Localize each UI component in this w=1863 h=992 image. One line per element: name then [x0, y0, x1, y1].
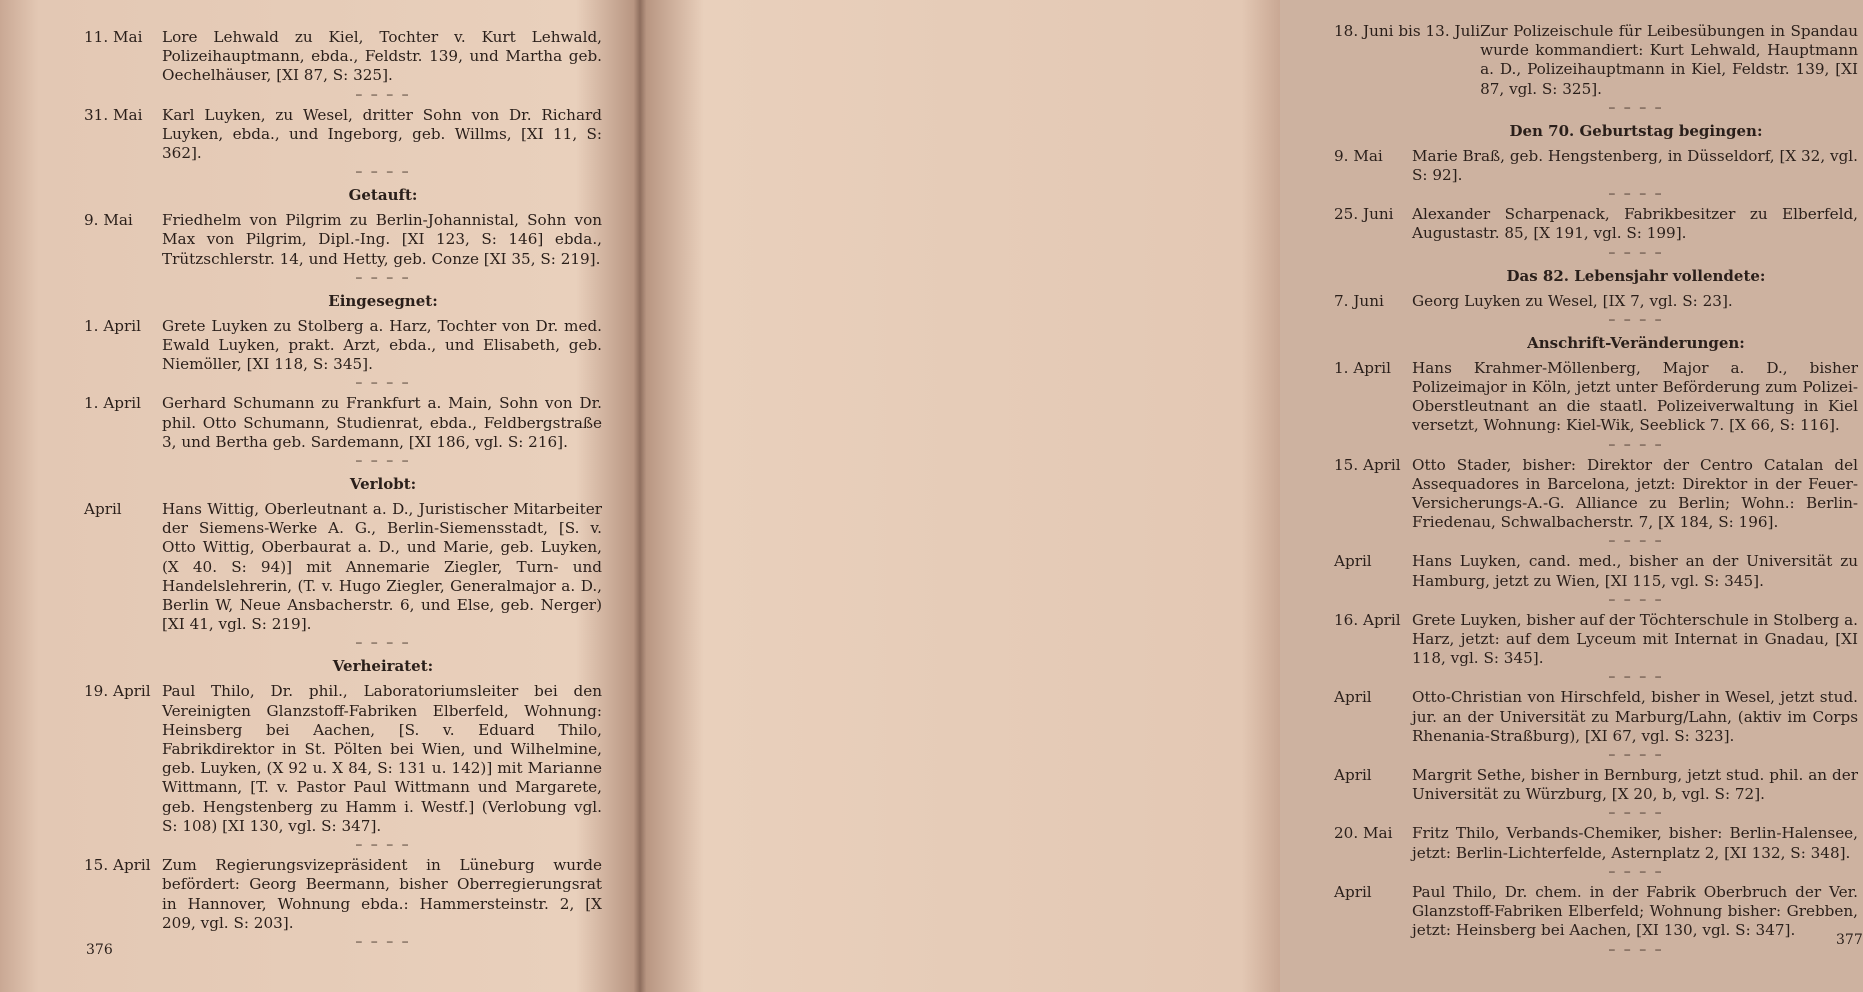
entry-date: April [1334, 688, 1372, 707]
entry-text: Alexander Scharpenack, Fabrikbesitzer zu Elberfeld, Augustastr. 85, [X 191, vgl. S: 199]. [1412, 205, 1858, 243]
separator: – – – – [1608, 99, 1664, 116]
entry-text: Paul Thilo, Dr. phil., Laboratoriumsleiter bei den Vereinigten Glanzstoff-Fabriken Elberfeld, Wohnung: Heinsberg bei Aachen, [S. v. Eduard Thilo, Fabrikdirektor in St. Pölten bei Wien, und Wilhelmine, geb. Luyken, (X 92 u. X 84, S: 131 u. 142)] mit Marianne Wittmann, [T. v. Pastor Paul Wittmann und Margarete, geb. Hengstenberg zu Hamm i. Westf.] (Verlobung vgl. S: 108) [XI 130, vgl. S: 347]. [162, 682, 602, 835]
entry-text: Zur Polizeischule für Leibesübungen in Spandau wurde kommandiert: Kurt Lehwald, Hauptmann a. D., Polizeihauptmann in Kiel, Feldstr. 139, [XI 87, vgl. S: 325]. [1480, 22, 1858, 98]
section-heading: Den 70. Geburtstag begingen: [1509, 121, 1763, 140]
entry [1334, 292, 1858, 311]
left-page [0, 0, 640, 992]
separator: – – – – [1608, 244, 1664, 261]
entry [84, 28, 602, 86]
entry [1334, 824, 1858, 862]
entry-date: 1. April [84, 394, 141, 413]
entry-date: 18. Juni bis 13. Juli [1334, 22, 1481, 40]
separator: – – – – [355, 164, 411, 181]
entry-date: 7. Juni [1334, 291, 1384, 310]
entry [1334, 688, 1858, 746]
separator: – – – – [1608, 186, 1664, 203]
entry-text: Hans Luyken, cand. med., bisher an der Universität zu Hamburg, jetzt zu Wien, [XI 115, vgl. S: 345]. [1412, 552, 1858, 590]
entry [84, 682, 602, 836]
entry-date: April [84, 500, 122, 519]
entry [84, 106, 602, 164]
separator: – – – – [1608, 311, 1664, 328]
entry-date: 11. Mai [84, 28, 143, 46]
entry [1334, 205, 1858, 243]
section-heading: Das 82. Lebensjahr vollendete: [1506, 266, 1766, 285]
entry [1334, 883, 1858, 941]
entry [1334, 22, 1858, 99]
separator: – – – – [355, 375, 411, 392]
separator: – – – – [355, 453, 411, 470]
entry [84, 394, 602, 452]
separator: – – – – [1608, 669, 1664, 686]
entry-text: Fritz Thilo, Verbands-Chemiker, bisher: Berlin-Halensee, jetzt: Berlin-Lichterfelde, Asternplatz 2, [XI 132, S: 348]. [1412, 824, 1858, 862]
entry [1334, 456, 1858, 533]
entry-text: Lore Lehwald zu Kiel, Tochter v. Kurt Lehwald, Polizeihauptmann, ebda., Feldstr. 139, und Martha geb. Oechelhäuser, [XI 87, S: 325]. [162, 28, 602, 85]
separator: – – – – [1608, 941, 1664, 958]
separator: – – – – [1608, 747, 1664, 764]
entry-date: 15. April [1334, 455, 1401, 474]
entry [1334, 611, 1858, 669]
entry [84, 211, 602, 269]
entry-date: 16. April [1334, 610, 1401, 629]
entry-date: April [1334, 766, 1372, 785]
separator: – – – – [1608, 436, 1664, 453]
entry-text: Grete Luyken, bisher auf der Töchterschule in Stolberg a. Harz, jetzt: auf dem Lyceum mit Internat in Gnadau, [XI 118, vgl. S: 345]. [1412, 610, 1858, 668]
entry [1334, 766, 1858, 804]
entry-text: Georg Luyken zu Wesel, [IX 7, vgl. S: 23]. [1412, 291, 1733, 310]
entry-date: 1. April [84, 316, 141, 335]
entry-text: Gerhard Schumann zu Frankfurt a. Main, Sohn von Dr. phil. Otto Schumann, Studienrat, ebda., Feldbergstraße 3, und Bertha geb. Sardemann, [XI 186, vgl. S: 216]. [162, 394, 602, 451]
entry-date: 1. April [1334, 358, 1391, 377]
entry-date: April [1334, 552, 1372, 571]
entry-date: 9. Mai [1334, 146, 1383, 165]
separator: – – – – [355, 269, 411, 286]
entry-date: April [1334, 882, 1372, 901]
entry-text: Hans Wittig, Oberleutnant a. D., Juristischer Mitarbeiter der Siemens-Werke A. G., Berlin-Siemensstadt, [S. v. Otto Wittig, Oberbaurat a. D., und Marie, geb. Luyken, (X 40. S: 94)] mit Annemarie Ziegler, Turn- und Handelslehrerin, (T. v. Hugo Ziegler, Generalmajor a. D., Berlin W, Neue Ansbacherstr. 6, und Else, geb. Nerger) [XI 41, vgl. S: 219]. [162, 500, 602, 634]
section-heading: Getauft: [348, 186, 418, 205]
entry [84, 317, 602, 375]
entry-text: Karl Luyken, zu Wesel, dritter Sohn von Dr. Richard Luyken, ebda., und Ingeborg, geb. Willms, [XI 11, S: 362]. [162, 105, 602, 163]
entry-text: Margrit Sethe, bisher in Bernburg, jetzt stud. phil. an der Universität zu Würzburg, [X 20, b, vgl. S: 72]. [1412, 766, 1858, 804]
entry-date: 9. Mai [84, 211, 133, 230]
right-page-entries [1334, 22, 1858, 961]
entry [84, 856, 602, 933]
entry [1334, 147, 1858, 185]
entry-date: 31. Mai [84, 105, 143, 124]
entry-date: 19. April [84, 682, 151, 701]
separator: – – – – [355, 933, 411, 950]
entry-text: Friedhelm von Pilgrim zu Berlin-Johannistal, Sohn von Max von Pilgrim, Dipl.-Ing. [XI 123, S: 146] ebda., Trützschlerstr. 14, und Hetty, geb. Conze [XI 35, S: 219]. [162, 211, 602, 268]
entry-date: 25. Juni [1334, 205, 1394, 224]
section-heading: Eingesegnet: [328, 291, 438, 310]
entry [84, 500, 602, 634]
left-page-entries [84, 28, 602, 953]
separator: – – – – [355, 635, 411, 652]
separator: – – – – [1608, 533, 1664, 550]
entry-text: Zum Regierungsvizepräsident in Lüneburg wurde befördert: Georg Beermann, bisher Oberregierungsrat in Hannover, Wohnung ebda.: Hammersteinstr. 2, [X 209, vgl. S: 203]. [162, 856, 602, 932]
entry-text: Grete Luyken zu Stolberg a. Harz, Tochter von Dr. med. Ewald Luyken, prakt. Arzt, ebda., und Elisabeth, geb. Niemöller, [XI 118, S: 345]. [162, 316, 602, 374]
page-number-right: 377 [1836, 932, 1863, 948]
entry-date: 20. Mai [1334, 824, 1393, 843]
separator: – – – – [1608, 863, 1664, 880]
section-heading: Verheiratet: [332, 657, 434, 676]
section-heading: Verlobt: [349, 475, 417, 494]
separator: – – – – [355, 837, 411, 854]
entry-text: Hans Krahmer-Möllenberg, Major a. D., bisher Polizeimajor in Köln, jetzt unter Beförderung zum Polizei-Oberstleutnant an die staatl. Polizeiverwaltung in Kiel versetzt, Wohnung: Kiel-Wik, Seeblick 7. [X 66, S: 116]. [1412, 358, 1858, 435]
entry-text: Otto Stader, bisher: Direktor der Centro Catalan del Assequadores in Barcelona, jetzt: Direktor in der Feuer-Versicherungs-A.-G. Alliance zu Berlin; Wohn.: Berlin-Friedenau, Schwalbacherstr. 7, [X 184, S: 196]. [1412, 455, 1858, 532]
section-heading: Anschrift-Veränderungen: [1527, 333, 1745, 352]
page-number-left: 376 [86, 942, 113, 958]
entry-text: Otto-Christian von Hirschfeld, bisher in Wesel, jetzt stud. jur. an der Universität zu Marburg/Lahn, (aktiv im Corps Rhenania-Straßburg), [XI 67, vgl. S: 323]. [1412, 688, 1858, 745]
entry [1334, 552, 1858, 590]
entry-text: Marie Braß, geb. Hengstenberg, in Düsseldorf, [X 32, vgl. S: 92]. [1412, 146, 1858, 185]
separator: – – – – [1608, 805, 1664, 822]
separator: – – – – [1608, 591, 1664, 608]
entry-date: 15. April [84, 856, 151, 875]
separator: – – – – [355, 86, 411, 103]
right-page [640, 0, 1863, 992]
entry-text: Paul Thilo, Dr. chem. in der Fabrik Oberbruch der Ver. Glanzstoff-Fabriken Elberfeld; Wohnung bisher: Grebben, jetzt: Heinsberg bei Aachen, [XI 130, vgl. S: 347]. [1412, 882, 1858, 940]
entry [1334, 359, 1858, 436]
